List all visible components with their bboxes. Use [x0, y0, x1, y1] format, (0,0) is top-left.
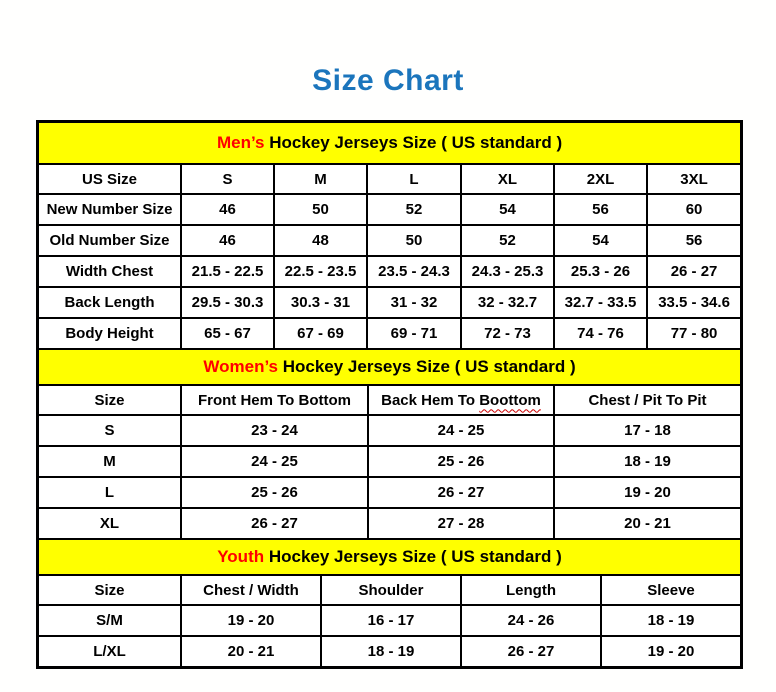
- mens-size-cell: 33.5 - 34.6: [647, 287, 741, 318]
- mens-size-cell: 52: [461, 225, 554, 256]
- womens-size-cell: 26 - 27: [181, 508, 368, 539]
- mens-band-highlight: Men’s: [216, 133, 265, 152]
- youth-column-header: Chest / Width: [181, 575, 321, 605]
- mens-row-label: Back Length: [38, 287, 181, 318]
- mens-section-band: [38, 122, 741, 164]
- mens-size-cell: 32.7 - 33.5: [554, 287, 647, 318]
- youth-table-row: [38, 636, 741, 667]
- womens-table-row: [38, 415, 741, 446]
- mens-size-cell: 25.3 - 26: [554, 256, 647, 287]
- mens-size-cell: 50: [367, 225, 461, 256]
- youth-size-cell: 26 - 27: [461, 636, 601, 667]
- youth-band-text: Hockey Jerseys Size ( US standard ): [264, 547, 562, 566]
- mens-size-cell: 67 - 69: [274, 318, 367, 349]
- mens-size-cell: 32 - 32.7: [461, 287, 554, 318]
- mens-column-header: 2XL: [554, 164, 647, 194]
- mens-size-cell: 60: [647, 194, 741, 225]
- mens-row-label: New Number Size: [38, 194, 181, 225]
- mens-size-table: [37, 121, 742, 350]
- youth-size-cell: 19 - 20: [601, 636, 741, 667]
- womens-column-header: Chest / Pit To Pit: [554, 385, 741, 415]
- womens-column-header: Back Hem To Boottom: [368, 385, 554, 415]
- mens-row-label: Width Chest: [38, 256, 181, 287]
- mens-size-cell: 30.3 - 31: [274, 287, 367, 318]
- youth-size-cell: 18 - 19: [601, 605, 741, 636]
- mens-column-header: S: [181, 164, 274, 194]
- youth-column-header: Length: [461, 575, 601, 605]
- mens-size-cell: 31 - 32: [367, 287, 461, 318]
- womens-row-label: L: [38, 477, 181, 508]
- womens-size-cell: 25 - 26: [368, 446, 554, 477]
- womens-size-cell: 20 - 21: [554, 508, 741, 539]
- womens-table-row: [38, 477, 741, 508]
- womens-table-row: [38, 508, 741, 539]
- size-chart-tables: [36, 120, 743, 669]
- mens-column-header: M: [274, 164, 367, 194]
- womens-size-cell: 26 - 27: [368, 477, 554, 508]
- mens-size-cell: 26 - 27: [647, 256, 741, 287]
- womens-table-row: [38, 446, 741, 477]
- page-title: Size Chart: [312, 64, 464, 97]
- youth-size-cell: 24 - 26: [461, 605, 601, 636]
- youth-size-cell: 18 - 19: [321, 636, 461, 667]
- youth-size-cell: 19 - 20: [181, 605, 321, 636]
- mens-table-row: [38, 256, 741, 287]
- mens-table-row: [38, 287, 741, 318]
- mens-row-label: Old Number Size: [38, 225, 181, 256]
- womens-size-cell: 24 - 25: [368, 415, 554, 446]
- mens-size-cell: 48: [274, 225, 367, 256]
- mens-size-cell: 72 - 73: [461, 318, 554, 349]
- womens-size-cell: 17 - 18: [554, 415, 741, 446]
- youth-table-row: [38, 605, 741, 636]
- mens-size-cell: 54: [461, 194, 554, 225]
- womens-band-text: Hockey Jerseys Size ( US standard ): [278, 357, 576, 376]
- womens-size-cell: 19 - 20: [554, 477, 741, 508]
- womens-size-cell: 24 - 25: [181, 446, 368, 477]
- youth-row-label: S/M: [38, 605, 181, 636]
- mens-size-cell: 23.5 - 24.3: [367, 256, 461, 287]
- mens-size-cell: 24.3 - 25.3: [461, 256, 554, 287]
- youth-size-cell: 20 - 21: [181, 636, 321, 667]
- womens-column-header: Front Hem To Bottom: [181, 385, 368, 415]
- youth-column-header: Shoulder: [321, 575, 461, 605]
- mens-size-cell: 54: [554, 225, 647, 256]
- mens-column-header: 3XL: [647, 164, 741, 194]
- womens-row-label: S: [38, 415, 181, 446]
- womens-size-cell: 23 - 24: [181, 415, 368, 446]
- mens-band-text: Hockey Jerseys Size ( US standard ): [264, 133, 563, 152]
- youth-row-label: L/XL: [38, 636, 181, 667]
- youth-section-band: [38, 539, 741, 575]
- mens-size-cell: 21.5 - 22.5: [181, 256, 274, 287]
- youth-column-header: Size: [38, 575, 181, 605]
- mens-column-header: US Size: [38, 164, 181, 194]
- misspelled-word: Boottom: [479, 391, 541, 409]
- youth-size-table: [37, 538, 742, 668]
- womens-row-label: M: [38, 446, 181, 477]
- womens-row-label: XL: [38, 508, 181, 539]
- youth-size-cell: 16 - 17: [321, 605, 461, 636]
- womens-section-band: [38, 349, 741, 385]
- mens-size-cell: 74 - 76: [554, 318, 647, 349]
- mens-table-row: [38, 318, 741, 349]
- mens-column-header: L: [367, 164, 461, 194]
- mens-size-cell: 77 - 80: [647, 318, 741, 349]
- mens-size-cell: 56: [647, 225, 741, 256]
- mens-size-cell: 56: [554, 194, 647, 225]
- mens-size-cell: 46: [181, 194, 274, 225]
- mens-size-cell: 46: [181, 225, 274, 256]
- mens-size-cell: 50: [274, 194, 367, 225]
- womens-size-table: [37, 348, 742, 540]
- mens-size-cell: 29.5 - 30.3: [181, 287, 274, 318]
- mens-size-cell: 52: [367, 194, 461, 225]
- womens-size-cell: 18 - 19: [554, 446, 741, 477]
- youth-column-header: Sleeve: [601, 575, 741, 605]
- mens-table-row: [38, 194, 741, 225]
- mens-table-row: [38, 225, 741, 256]
- mens-row-label: Body Height: [38, 318, 181, 349]
- mens-size-cell: 65 - 67: [181, 318, 274, 349]
- womens-size-cell: 27 - 28: [368, 508, 554, 539]
- mens-column-header: XL: [461, 164, 554, 194]
- mens-size-cell: 22.5 - 23.5: [274, 256, 367, 287]
- womens-band-highlight: Women’s: [203, 357, 278, 376]
- womens-size-cell: 25 - 26: [181, 477, 368, 508]
- womens-column-header: Size: [38, 385, 181, 415]
- youth-band-highlight: Youth: [217, 547, 265, 566]
- mens-size-cell: 69 - 71: [367, 318, 461, 349]
